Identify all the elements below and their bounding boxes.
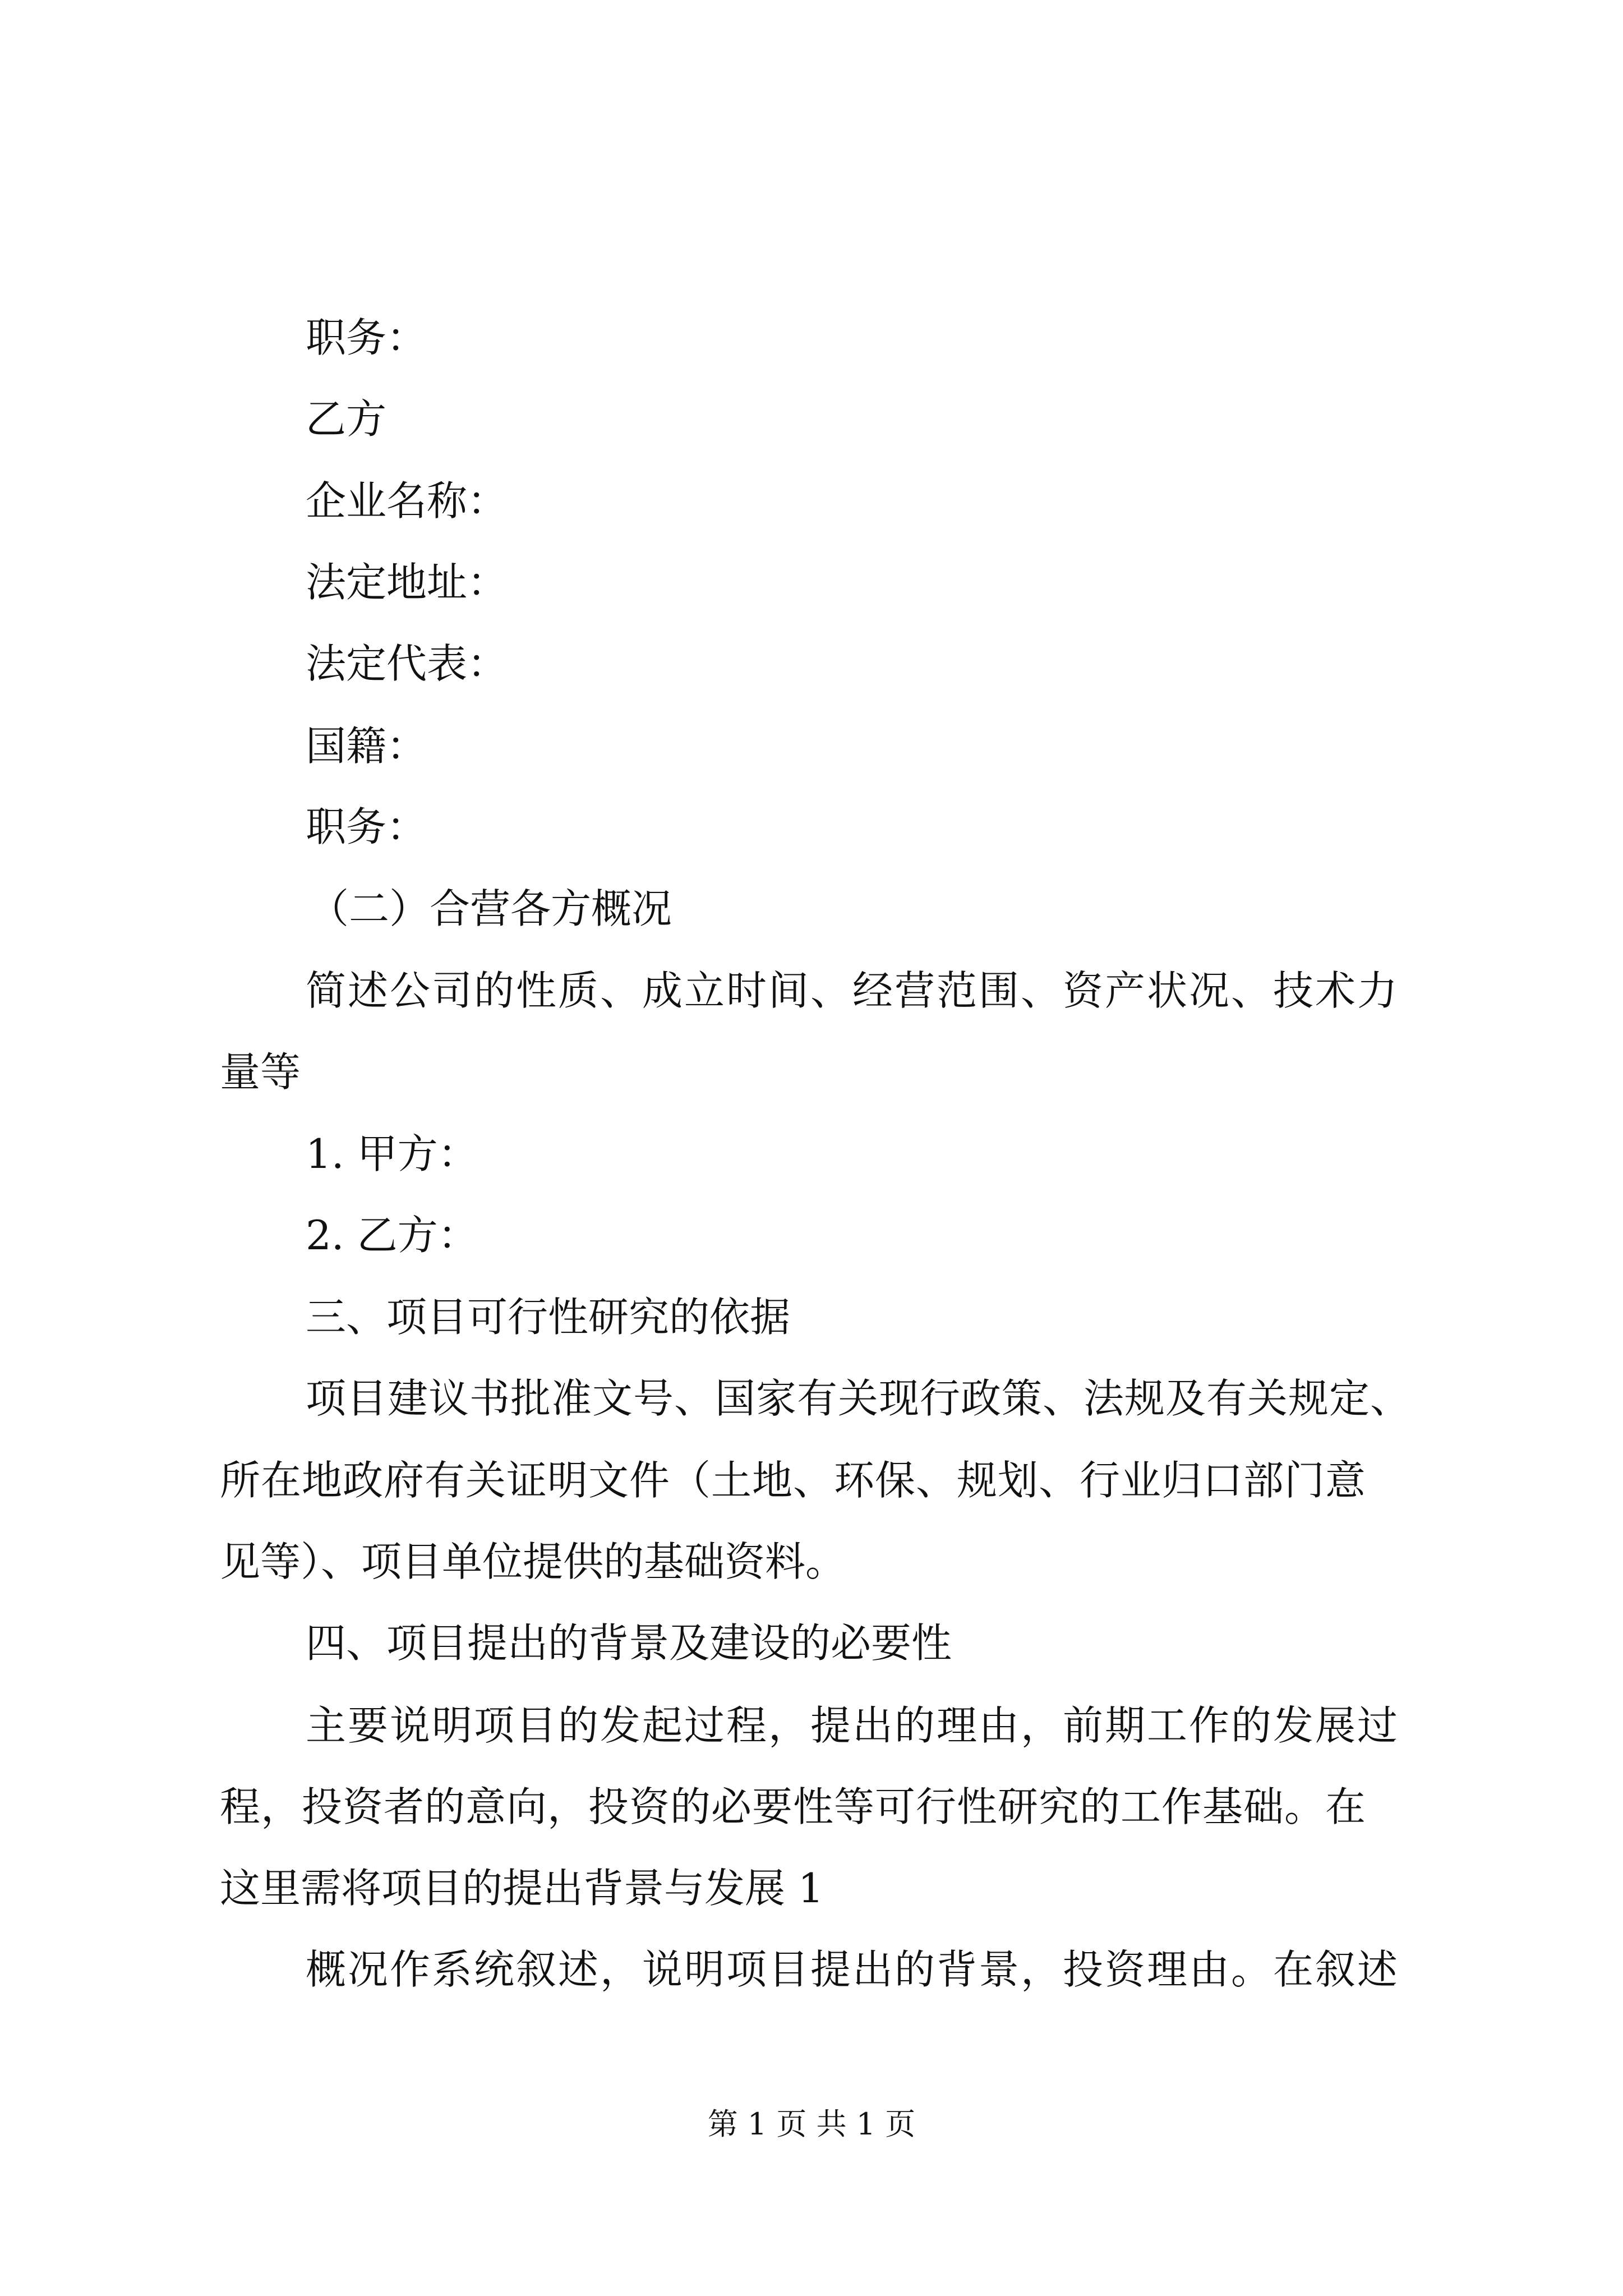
field-legal-representative: 法定代表： xyxy=(306,640,508,687)
paragraph-line: 量等 xyxy=(220,1048,301,1096)
party-b-heading: 乙方 xyxy=(306,395,387,443)
section-heading-basis: 三、项目可行性研究的依据 xyxy=(306,1294,791,1341)
field-company-name: 企业名称： xyxy=(306,477,508,524)
paragraph-line: 简述公司的性质、成立时间、经营范围、资产状况、技术力 xyxy=(306,967,1400,1014)
paragraph-line: 见等）、项目单位提供的基础资料。 xyxy=(220,1538,846,1585)
paragraph-line: 主要说明项目的发起过程，提出的理由，前期工作的发展过 xyxy=(306,1702,1400,1749)
section-heading-background: 四、项目提出的背景及建设的必要性 xyxy=(306,1619,952,1667)
paragraph-line: 概况作系统叙述，说明项目提出的背景，投资理由。在叙述 xyxy=(306,1946,1400,1993)
paragraph-line: 所在地政府有关证明文件（土地、环保、规划、行业归口部门意 xyxy=(220,1457,1367,1504)
field-legal-address: 法定地址： xyxy=(306,559,508,606)
paragraph-line: 程，投资者的意向，投资的必要性等可行性研究的工作基础。在 xyxy=(220,1783,1367,1830)
section-heading-parties-overview: （二）合营各方概况 xyxy=(308,885,672,932)
list-item-party-a: 1. 甲方： xyxy=(306,1130,478,1177)
field-nationality: 国籍： xyxy=(306,723,427,770)
field-position-1: 职务： xyxy=(306,314,427,361)
field-position-2: 职务： xyxy=(306,803,427,850)
paragraph-line: 项目建议书批准文号、国家有关现行政策、法规及有关规定、 xyxy=(306,1375,1412,1422)
list-item-party-b: 2. 乙方： xyxy=(306,1212,478,1259)
page-footer: 第 1 页 共 1 页 xyxy=(707,2106,916,2142)
paragraph-line: 这里需将项目的提出背景与发展 1 xyxy=(220,1865,824,1912)
